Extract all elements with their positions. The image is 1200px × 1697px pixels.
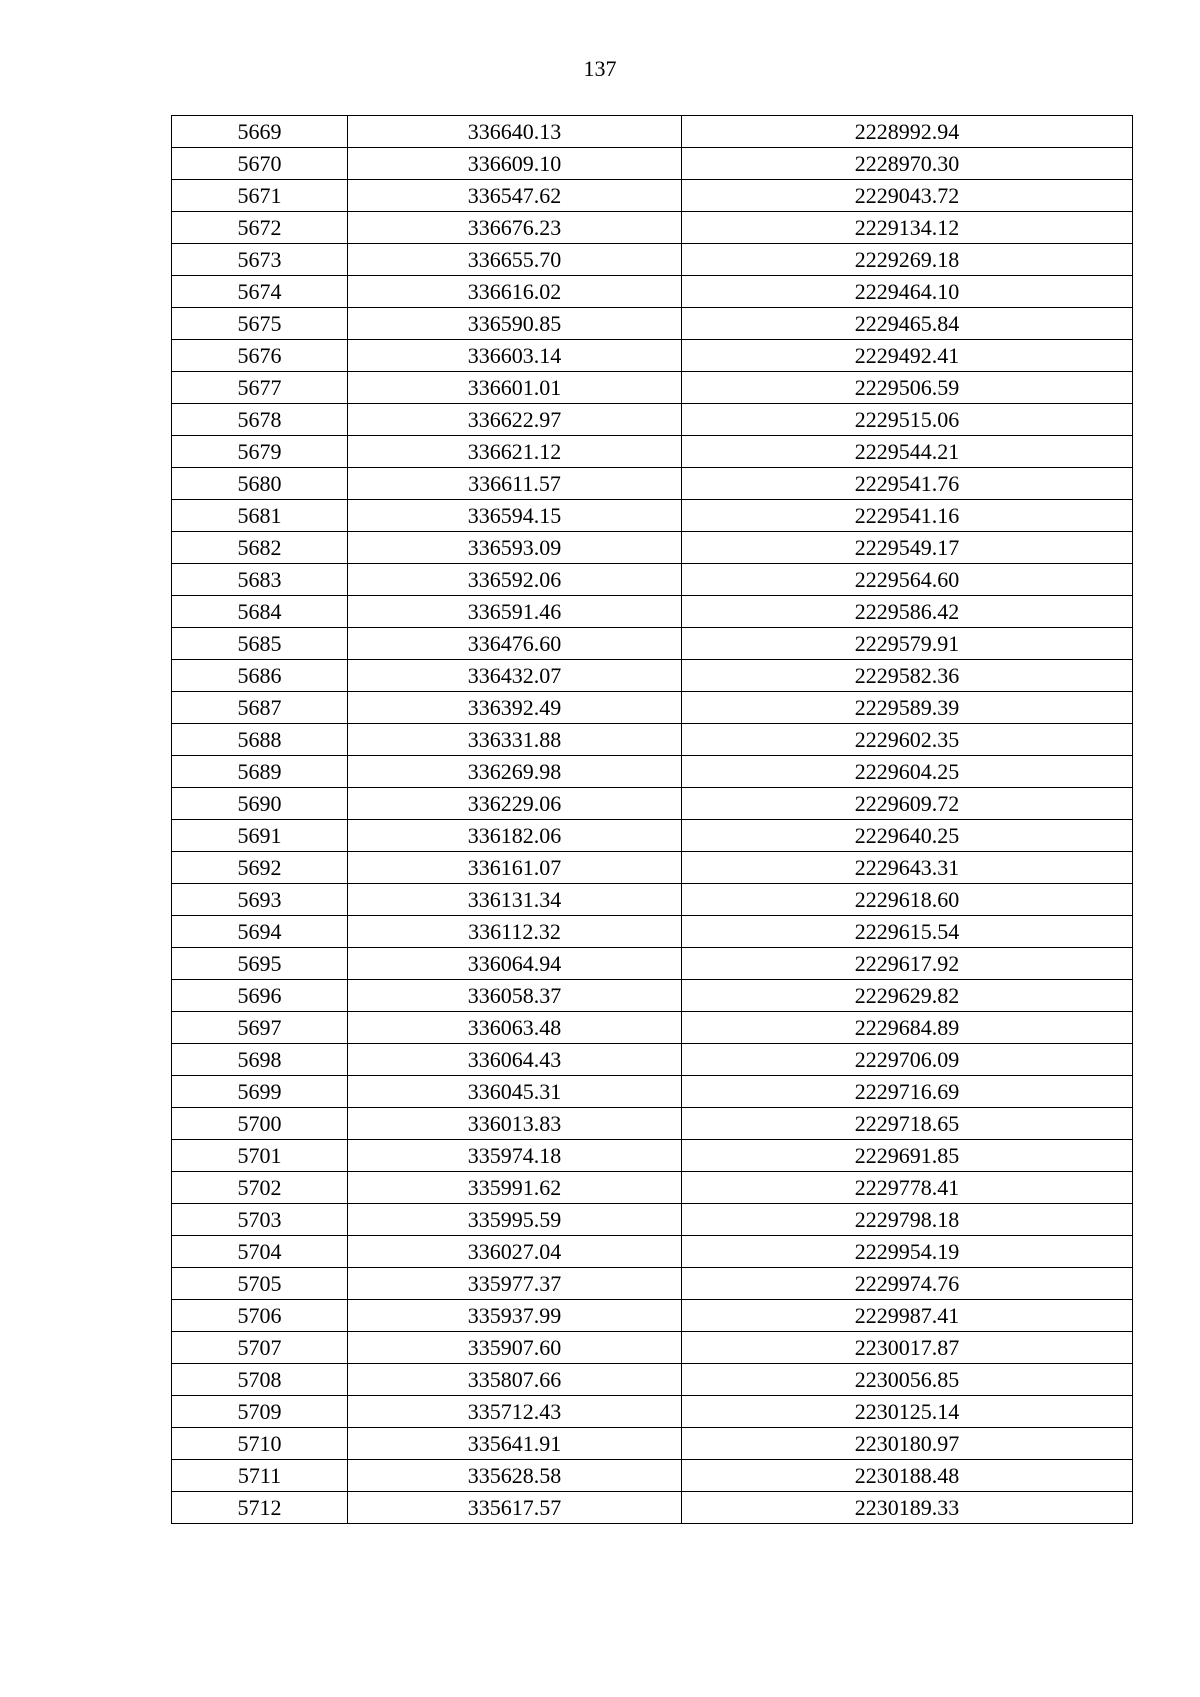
page-number: 137 bbox=[583, 56, 617, 81]
table-row bbox=[172, 980, 1133, 1012]
point-number-cell: 5679 bbox=[172, 436, 348, 468]
y-coordinate-cell: 2229691.85 bbox=[682, 1140, 1133, 1172]
point-number-cell: 5678 bbox=[172, 404, 348, 436]
y-coordinate-cell: 2229684.89 bbox=[682, 1012, 1133, 1044]
x-coordinate-cell: 335628.58 bbox=[348, 1460, 682, 1492]
y-coordinate-cell: 2229798.18 bbox=[682, 1204, 1133, 1236]
point-number-cell: 5688 bbox=[172, 724, 348, 756]
y-coordinate-cell: 2229269.18 bbox=[682, 244, 1133, 276]
table-row bbox=[172, 596, 1133, 628]
y-coordinate-cell: 2228970.30 bbox=[682, 148, 1133, 180]
y-coordinate-cell: 2229602.35 bbox=[682, 724, 1133, 756]
point-number-cell: 5697 bbox=[172, 1012, 348, 1044]
x-coordinate-cell: 335617.57 bbox=[348, 1492, 682, 1524]
y-coordinate-cell: 2229515.06 bbox=[682, 404, 1133, 436]
table-row bbox=[172, 1076, 1133, 1108]
point-number-cell: 5703 bbox=[172, 1204, 348, 1236]
point-number-cell: 5673 bbox=[172, 244, 348, 276]
coordinates-table bbox=[171, 115, 1133, 1524]
y-coordinate-cell: 2228992.94 bbox=[682, 116, 1133, 148]
point-number-cell: 5680 bbox=[172, 468, 348, 500]
table-row bbox=[172, 468, 1133, 500]
x-coordinate-cell: 335991.62 bbox=[348, 1172, 682, 1204]
x-coordinate-cell: 336064.94 bbox=[348, 948, 682, 980]
y-coordinate-cell: 2229778.41 bbox=[682, 1172, 1133, 1204]
y-coordinate-cell: 2229954.19 bbox=[682, 1236, 1133, 1268]
point-number-cell: 5711 bbox=[172, 1460, 348, 1492]
table-row bbox=[172, 500, 1133, 532]
y-coordinate-cell: 2230180.97 bbox=[682, 1428, 1133, 1460]
x-coordinate-cell: 335995.59 bbox=[348, 1204, 682, 1236]
table-row bbox=[172, 1172, 1133, 1204]
table-row bbox=[172, 532, 1133, 564]
y-coordinate-cell: 2229586.42 bbox=[682, 596, 1133, 628]
x-coordinate-cell: 336591.46 bbox=[348, 596, 682, 628]
point-number-cell: 5712 bbox=[172, 1492, 348, 1524]
x-coordinate-cell: 335974.18 bbox=[348, 1140, 682, 1172]
point-number-cell: 5699 bbox=[172, 1076, 348, 1108]
x-coordinate-cell: 336594.15 bbox=[348, 500, 682, 532]
x-coordinate-cell: 336013.83 bbox=[348, 1108, 682, 1140]
y-coordinate-cell: 2229564.60 bbox=[682, 564, 1133, 596]
table-row bbox=[172, 1108, 1133, 1140]
point-number-cell: 5675 bbox=[172, 308, 348, 340]
x-coordinate-cell: 335937.99 bbox=[348, 1300, 682, 1332]
table-row bbox=[172, 660, 1133, 692]
table-row bbox=[172, 180, 1133, 212]
table-row bbox=[172, 1300, 1133, 1332]
x-coordinate-cell: 336058.37 bbox=[348, 980, 682, 1012]
y-coordinate-cell: 2229589.39 bbox=[682, 692, 1133, 724]
x-coordinate-cell: 335807.66 bbox=[348, 1364, 682, 1396]
point-number-cell: 5677 bbox=[172, 372, 348, 404]
x-coordinate-cell: 335641.91 bbox=[348, 1428, 682, 1460]
point-number-cell: 5693 bbox=[172, 884, 348, 916]
point-number-cell: 5682 bbox=[172, 532, 348, 564]
x-coordinate-cell: 336045.31 bbox=[348, 1076, 682, 1108]
y-coordinate-cell: 2229492.41 bbox=[682, 340, 1133, 372]
y-coordinate-cell: 2229643.31 bbox=[682, 852, 1133, 884]
table-row bbox=[172, 1204, 1133, 1236]
x-coordinate-cell: 336592.06 bbox=[348, 564, 682, 596]
point-number-cell: 5706 bbox=[172, 1300, 348, 1332]
y-coordinate-cell: 2229043.72 bbox=[682, 180, 1133, 212]
y-coordinate-cell: 2229615.54 bbox=[682, 916, 1133, 948]
point-number-cell: 5674 bbox=[172, 276, 348, 308]
coordinates-table-body bbox=[172, 116, 1133, 1524]
table-row bbox=[172, 852, 1133, 884]
table-row bbox=[172, 1140, 1133, 1172]
x-coordinate-cell: 336229.06 bbox=[348, 788, 682, 820]
table-row bbox=[172, 820, 1133, 852]
point-number-cell: 5694 bbox=[172, 916, 348, 948]
x-coordinate-cell: 336603.14 bbox=[348, 340, 682, 372]
table-row bbox=[172, 788, 1133, 820]
x-coordinate-cell: 336392.49 bbox=[348, 692, 682, 724]
point-number-cell: 5695 bbox=[172, 948, 348, 980]
point-number-cell: 5672 bbox=[172, 212, 348, 244]
table-row bbox=[172, 1492, 1133, 1524]
point-number-cell: 5692 bbox=[172, 852, 348, 884]
x-coordinate-cell: 336601.01 bbox=[348, 372, 682, 404]
point-number-cell: 5670 bbox=[172, 148, 348, 180]
table-row bbox=[172, 148, 1133, 180]
x-coordinate-cell: 336432.07 bbox=[348, 660, 682, 692]
point-number-cell: 5702 bbox=[172, 1172, 348, 1204]
table-row bbox=[172, 1396, 1133, 1428]
table-row bbox=[172, 756, 1133, 788]
point-number-cell: 5684 bbox=[172, 596, 348, 628]
point-number-cell: 5671 bbox=[172, 180, 348, 212]
point-number-cell: 5691 bbox=[172, 820, 348, 852]
point-number-cell: 5683 bbox=[172, 564, 348, 596]
table-row bbox=[172, 564, 1133, 596]
table-row bbox=[172, 948, 1133, 980]
point-number-cell: 5689 bbox=[172, 756, 348, 788]
y-coordinate-cell: 2229465.84 bbox=[682, 308, 1133, 340]
y-coordinate-cell: 2229716.69 bbox=[682, 1076, 1133, 1108]
point-number-cell: 5705 bbox=[172, 1268, 348, 1300]
x-coordinate-cell: 336269.98 bbox=[348, 756, 682, 788]
table-row bbox=[172, 1428, 1133, 1460]
y-coordinate-cell: 2229617.92 bbox=[682, 948, 1133, 980]
y-coordinate-cell: 2229706.09 bbox=[682, 1044, 1133, 1076]
table-row bbox=[172, 340, 1133, 372]
y-coordinate-cell: 2229629.82 bbox=[682, 980, 1133, 1012]
point-number-cell: 5700 bbox=[172, 1108, 348, 1140]
point-number-cell: 5701 bbox=[172, 1140, 348, 1172]
x-coordinate-cell: 336331.88 bbox=[348, 724, 682, 756]
y-coordinate-cell: 2229604.25 bbox=[682, 756, 1133, 788]
table-row bbox=[172, 372, 1133, 404]
y-coordinate-cell: 2230189.33 bbox=[682, 1492, 1133, 1524]
x-coordinate-cell: 336621.12 bbox=[348, 436, 682, 468]
y-coordinate-cell: 2230188.48 bbox=[682, 1460, 1133, 1492]
point-number-cell: 5698 bbox=[172, 1044, 348, 1076]
x-coordinate-cell: 336112.32 bbox=[348, 916, 682, 948]
point-number-cell: 5710 bbox=[172, 1428, 348, 1460]
y-coordinate-cell: 2229640.25 bbox=[682, 820, 1133, 852]
x-coordinate-cell: 336161.07 bbox=[348, 852, 682, 884]
y-coordinate-cell: 2229609.72 bbox=[682, 788, 1133, 820]
point-number-cell: 5676 bbox=[172, 340, 348, 372]
table-row bbox=[172, 436, 1133, 468]
x-coordinate-cell: 336063.48 bbox=[348, 1012, 682, 1044]
table-row bbox=[172, 244, 1133, 276]
point-number-cell: 5685 bbox=[172, 628, 348, 660]
y-coordinate-cell: 2229506.59 bbox=[682, 372, 1133, 404]
y-coordinate-cell: 2230017.87 bbox=[682, 1332, 1133, 1364]
y-coordinate-cell: 2229718.65 bbox=[682, 1108, 1133, 1140]
y-coordinate-cell: 2230125.14 bbox=[682, 1396, 1133, 1428]
y-coordinate-cell: 2230056.85 bbox=[682, 1364, 1133, 1396]
point-number-cell: 5681 bbox=[172, 500, 348, 532]
table-row bbox=[172, 1236, 1133, 1268]
point-number-cell: 5709 bbox=[172, 1396, 348, 1428]
x-coordinate-cell: 335712.43 bbox=[348, 1396, 682, 1428]
point-number-cell: 5707 bbox=[172, 1332, 348, 1364]
x-coordinate-cell: 336182.06 bbox=[348, 820, 682, 852]
table-row bbox=[172, 916, 1133, 948]
table-row bbox=[172, 884, 1133, 916]
table-row bbox=[172, 308, 1133, 340]
y-coordinate-cell: 2229134.12 bbox=[682, 212, 1133, 244]
table-row bbox=[172, 276, 1133, 308]
x-coordinate-cell: 336611.57 bbox=[348, 468, 682, 500]
y-coordinate-cell: 2229541.16 bbox=[682, 500, 1133, 532]
point-number-cell: 5708 bbox=[172, 1364, 348, 1396]
point-number-cell: 5704 bbox=[172, 1236, 348, 1268]
table-row bbox=[172, 1268, 1133, 1300]
table-row bbox=[172, 1364, 1133, 1396]
y-coordinate-cell: 2229987.41 bbox=[682, 1300, 1133, 1332]
x-coordinate-cell: 336476.60 bbox=[348, 628, 682, 660]
point-number-cell: 5686 bbox=[172, 660, 348, 692]
x-coordinate-cell: 336027.04 bbox=[348, 1236, 682, 1268]
table-row bbox=[172, 628, 1133, 660]
table-row bbox=[172, 404, 1133, 436]
x-coordinate-cell: 336590.85 bbox=[348, 308, 682, 340]
table-row bbox=[172, 1460, 1133, 1492]
table-row bbox=[172, 1012, 1133, 1044]
x-coordinate-cell: 336622.97 bbox=[348, 404, 682, 436]
x-coordinate-cell: 336640.13 bbox=[348, 116, 682, 148]
table-row bbox=[172, 692, 1133, 724]
y-coordinate-cell: 2229544.21 bbox=[682, 436, 1133, 468]
x-coordinate-cell: 336609.10 bbox=[348, 148, 682, 180]
x-coordinate-cell: 336131.34 bbox=[348, 884, 682, 916]
point-number-cell: 5669 bbox=[172, 116, 348, 148]
x-coordinate-cell: 335907.60 bbox=[348, 1332, 682, 1364]
y-coordinate-cell: 2229464.10 bbox=[682, 276, 1133, 308]
point-number-cell: 5690 bbox=[172, 788, 348, 820]
point-number-cell: 5687 bbox=[172, 692, 348, 724]
x-coordinate-cell: 336064.43 bbox=[348, 1044, 682, 1076]
x-coordinate-cell: 336676.23 bbox=[348, 212, 682, 244]
y-coordinate-cell: 2229974.76 bbox=[682, 1268, 1133, 1300]
table-row bbox=[172, 724, 1133, 756]
x-coordinate-cell: 336655.70 bbox=[348, 244, 682, 276]
y-coordinate-cell: 2229549.17 bbox=[682, 532, 1133, 564]
y-coordinate-cell: 2229579.91 bbox=[682, 628, 1133, 660]
x-coordinate-cell: 336593.09 bbox=[348, 532, 682, 564]
table-row bbox=[172, 1332, 1133, 1364]
y-coordinate-cell: 2229541.76 bbox=[682, 468, 1133, 500]
point-number-cell: 5696 bbox=[172, 980, 348, 1012]
table-row bbox=[172, 1044, 1133, 1076]
x-coordinate-cell: 336616.02 bbox=[348, 276, 682, 308]
table-row bbox=[172, 212, 1133, 244]
table-row bbox=[172, 116, 1133, 148]
x-coordinate-cell: 336547.62 bbox=[348, 180, 682, 212]
y-coordinate-cell: 2229582.36 bbox=[682, 660, 1133, 692]
y-coordinate-cell: 2229618.60 bbox=[682, 884, 1133, 916]
x-coordinate-cell: 335977.37 bbox=[348, 1268, 682, 1300]
